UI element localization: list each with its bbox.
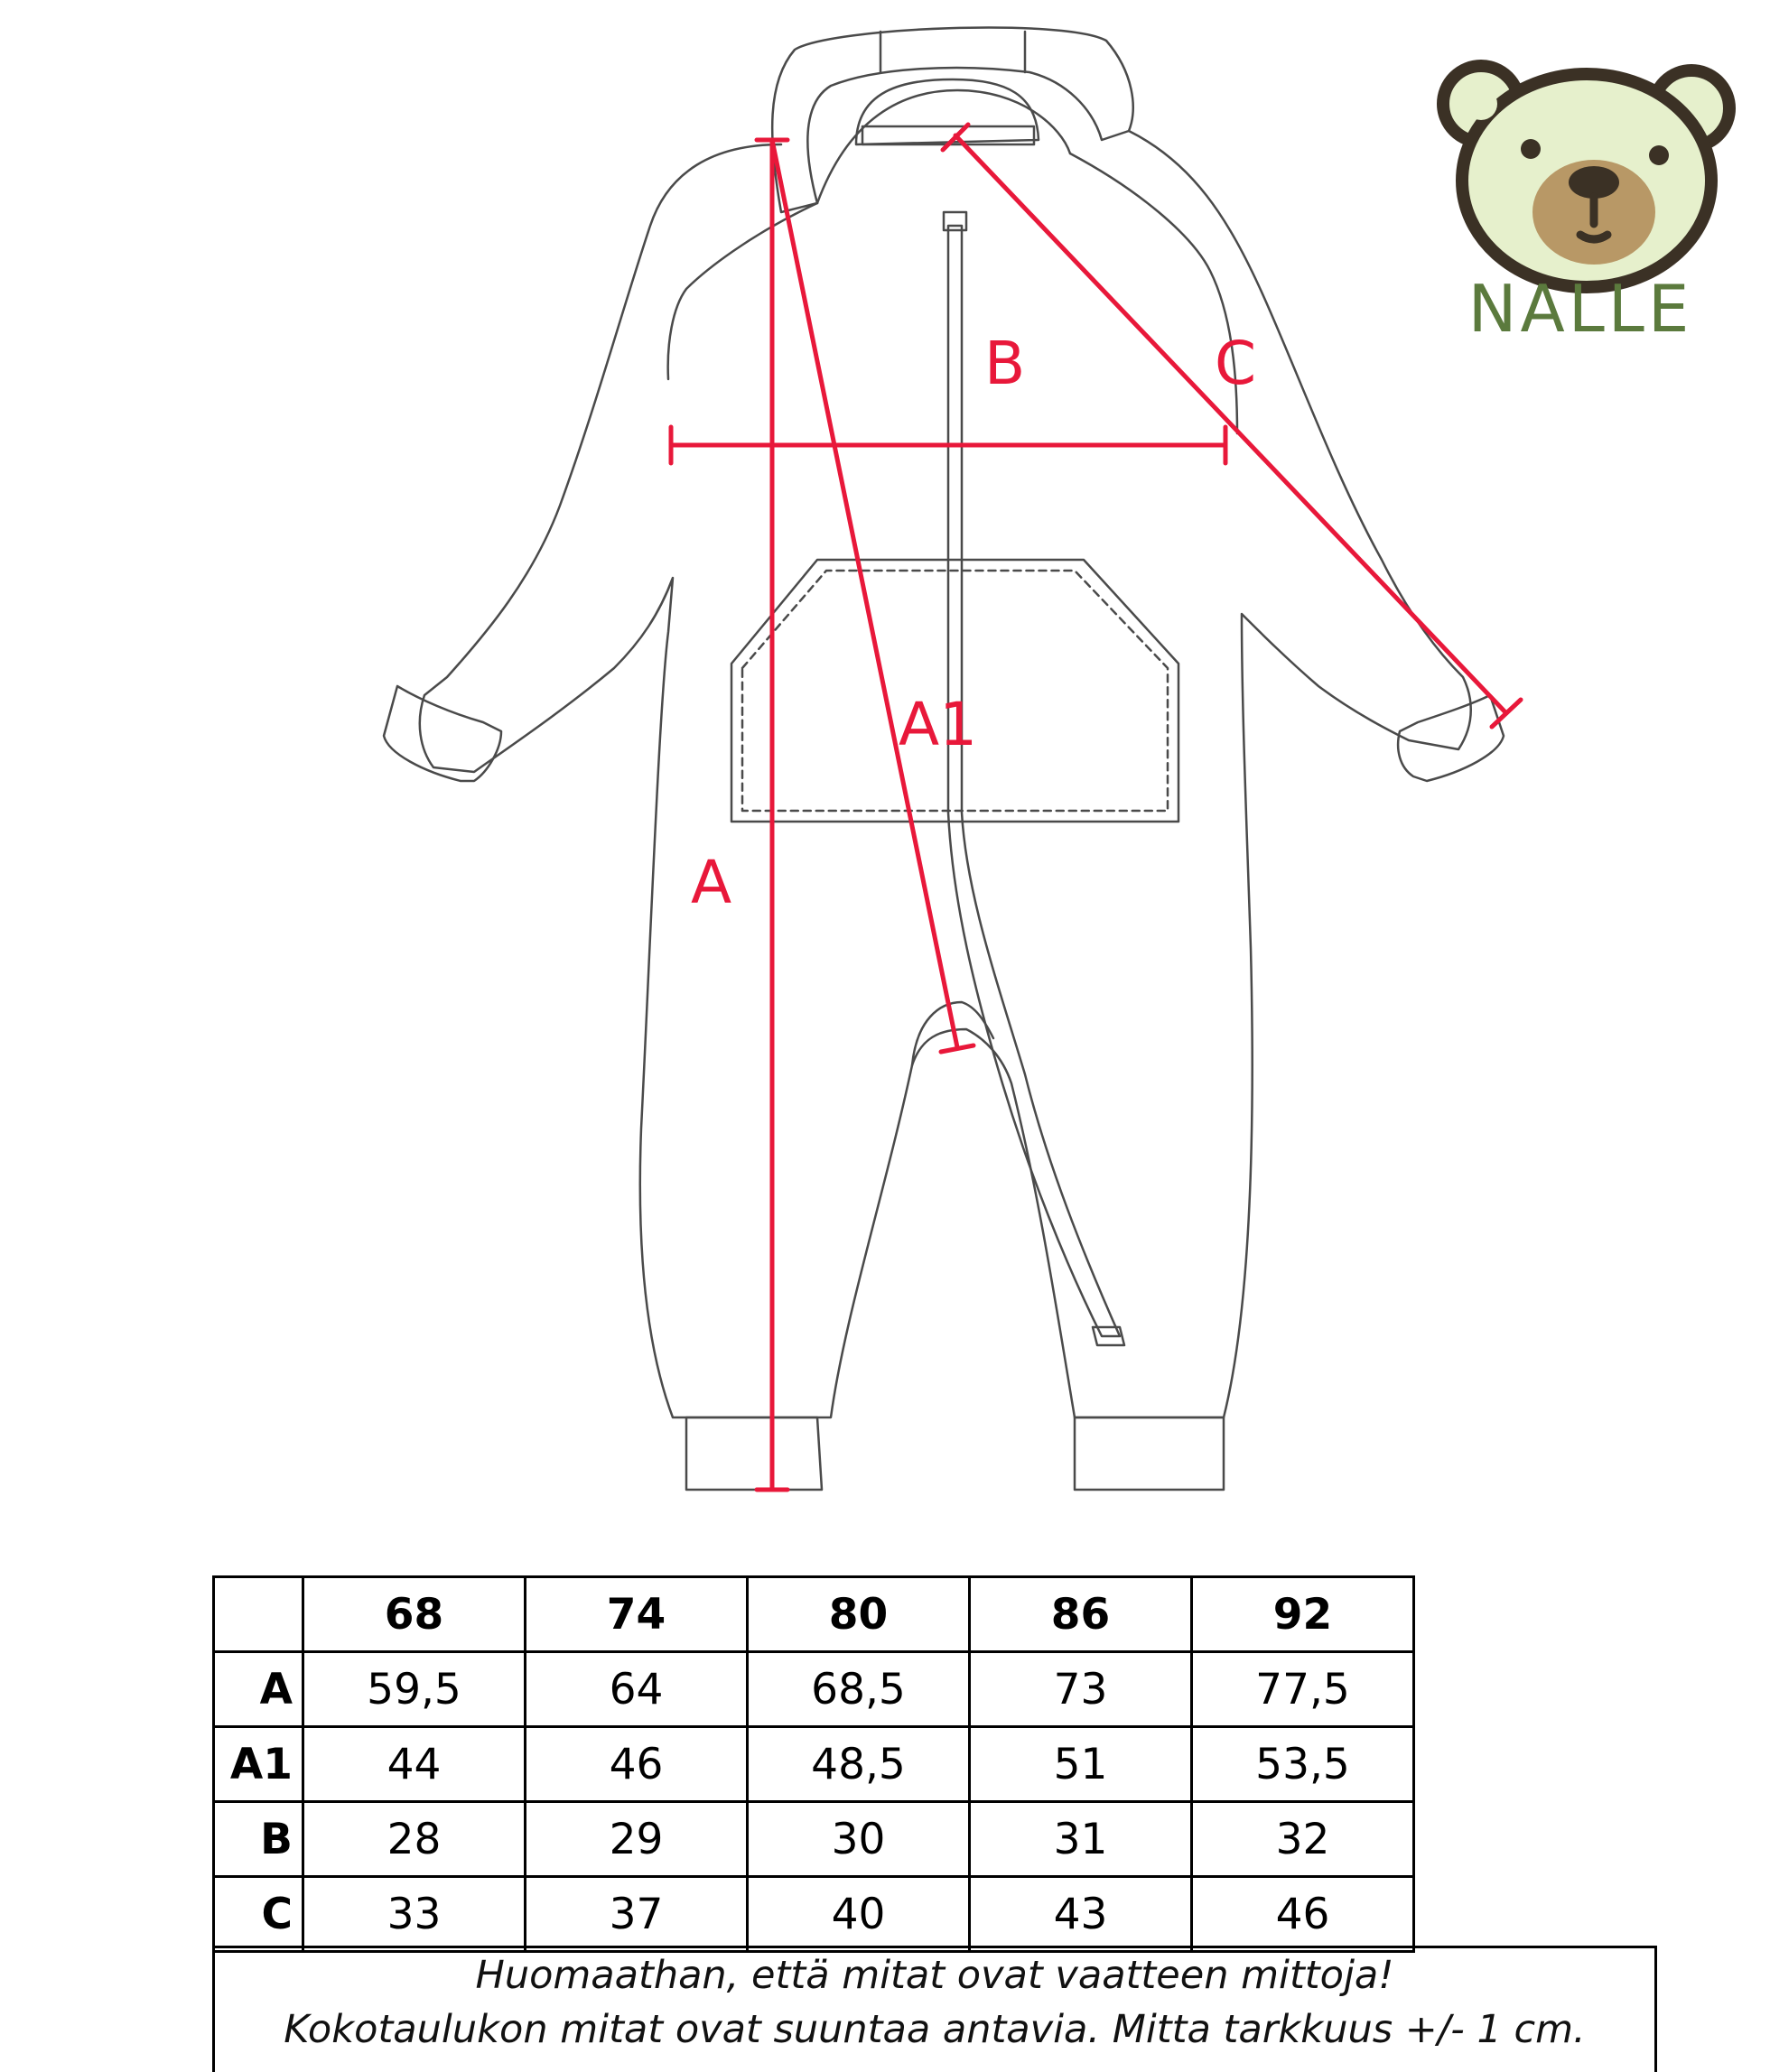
table-cell: 46 — [1192, 1877, 1414, 1952]
table-cell: 30 — [748, 1802, 970, 1877]
table-cell: 59,5 — [303, 1652, 526, 1727]
zipper — [948, 226, 1120, 1336]
size-header: 92 — [1192, 1577, 1414, 1652]
hood-outline — [772, 28, 1133, 212]
table-row — [214, 1877, 1414, 1952]
table-cell: 31 — [970, 1802, 1192, 1877]
label-a: A — [691, 848, 732, 917]
note-box — [212, 1946, 1657, 2072]
table-cell: 77,5 — [1192, 1652, 1414, 1727]
row-label: A1 — [214, 1727, 303, 1802]
body-outline — [420, 131, 1471, 1417]
table-cell: 53,5 — [1192, 1727, 1414, 1802]
raglan-seam-right — [1070, 153, 1237, 433]
table-cell: 73 — [970, 1652, 1192, 1727]
measure-a1-cap — [941, 1045, 974, 1052]
table-cell: 33 — [303, 1877, 526, 1952]
table-cell: 32 — [1192, 1802, 1414, 1877]
label-b: B — [984, 329, 1026, 398]
table-row — [214, 1802, 1414, 1877]
hood-seam — [880, 32, 1025, 72]
label-a1: A1 — [899, 690, 978, 759]
table-cell: 43 — [970, 1877, 1192, 1952]
table-row — [214, 1727, 1414, 1802]
table-cell: 44 — [303, 1727, 526, 1802]
raglan-seam-left — [668, 203, 817, 379]
right-cuff — [1398, 695, 1504, 781]
row-label: B — [214, 1802, 303, 1877]
left-cuff — [384, 686, 501, 781]
brand-name: NALLE — [1467, 271, 1693, 347]
table-header-row — [214, 1577, 1414, 1652]
note-line-2: Kokotaulukon mitat ovat suuntaa antavia. Mitta tarkkuus +/- 1 cm. — [284, 2007, 1586, 2052]
table-cell: 48,5 — [748, 1727, 970, 1802]
measure-a1-line — [772, 140, 957, 1047]
right-leg-cuff — [1075, 1417, 1224, 1490]
table-cell: 64 — [526, 1652, 748, 1727]
left-leg-cuff — [686, 1417, 822, 1490]
size-header: 86 — [970, 1577, 1192, 1652]
size-header: 80 — [748, 1577, 970, 1652]
row-label: A — [214, 1652, 303, 1727]
table-cell: 51 — [970, 1727, 1192, 1802]
table-cell: 29 — [526, 1802, 748, 1877]
row-label: C — [214, 1877, 303, 1952]
table-cell: 37 — [526, 1877, 748, 1952]
label-c: C — [1215, 329, 1257, 398]
table-cell: 68,5 — [748, 1652, 970, 1727]
table-cell: 28 — [303, 1802, 526, 1877]
note-line-1: Huomaathan, että mitat ovat vaatteen mittoja! — [475, 1953, 1394, 1998]
table-row — [214, 1652, 1414, 1727]
table-cell: 46 — [526, 1727, 748, 1802]
size-table — [212, 1575, 1415, 1953]
table-cell: 40 — [748, 1877, 970, 1952]
table-corner — [214, 1577, 303, 1652]
size-header: 74 — [526, 1577, 748, 1652]
size-header: 68 — [303, 1577, 526, 1652]
